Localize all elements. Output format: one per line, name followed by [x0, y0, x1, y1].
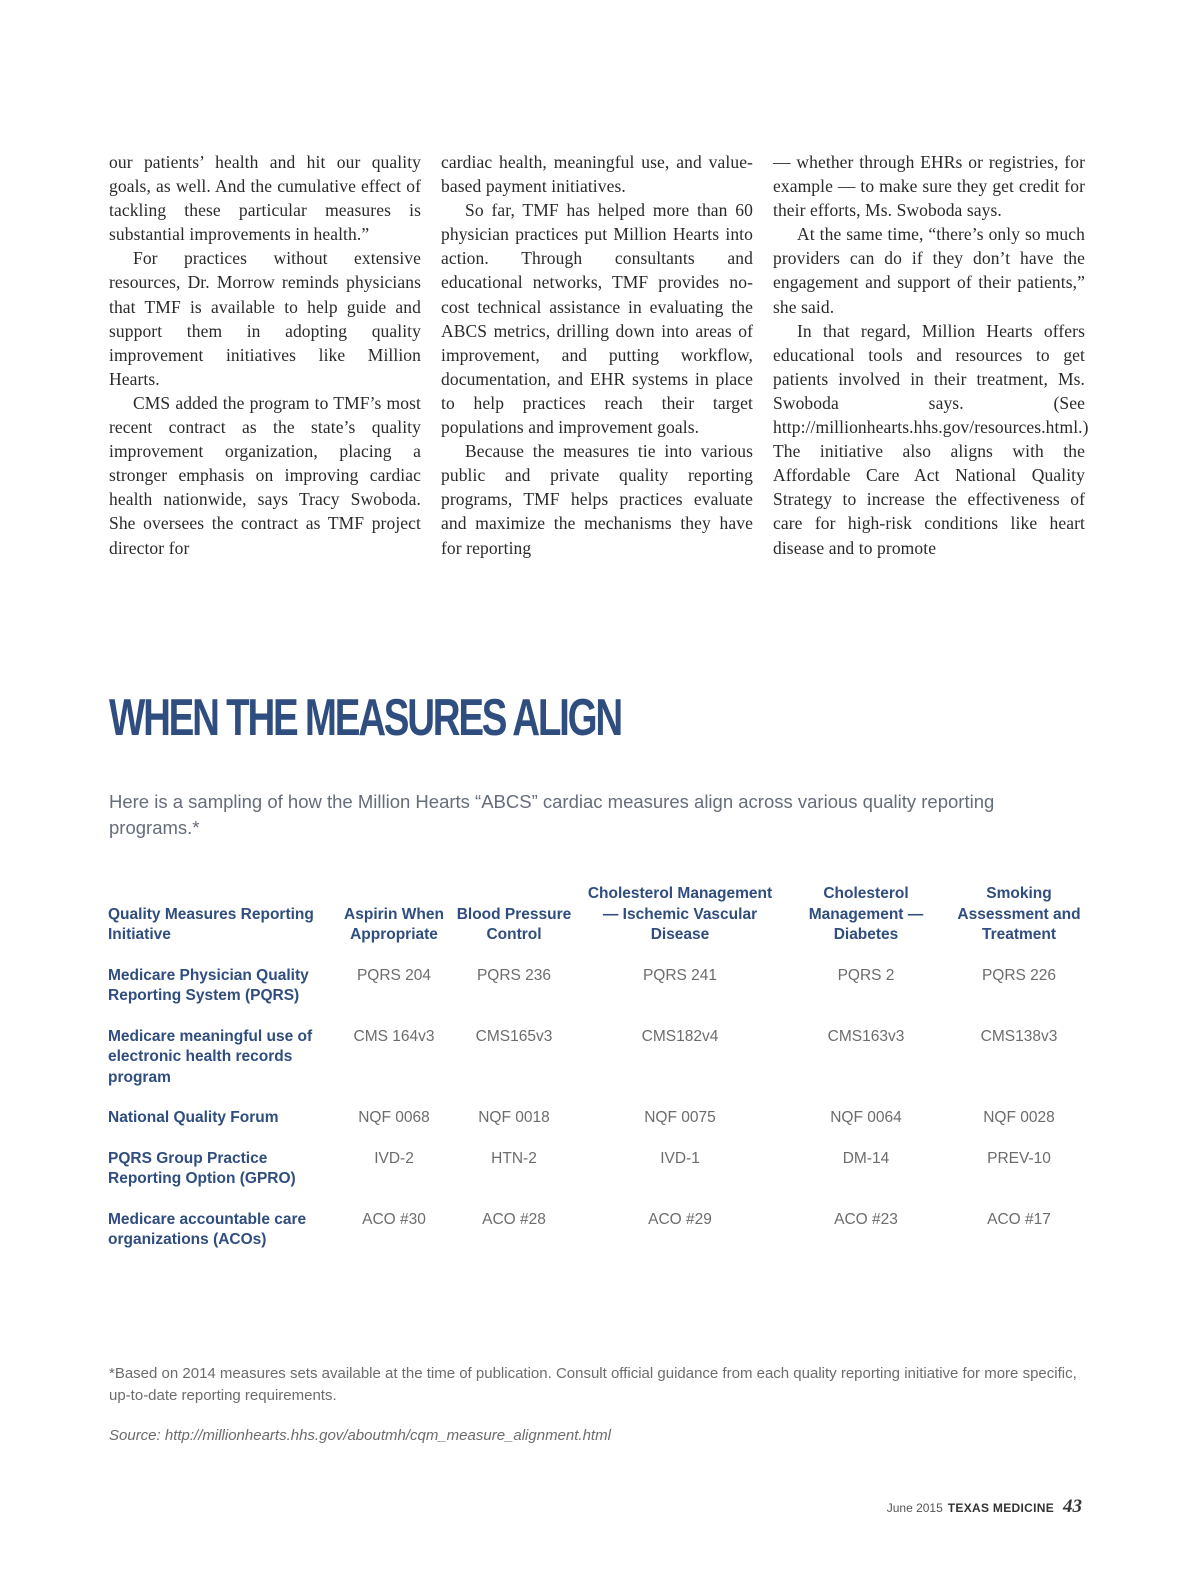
paragraph: In that regard, Million Hearts offers educational tools and resources to get patients involved in their treatment, Ms. Swoboda says. (See http://millionhearts.hhs.gov/resources.html.) The initiative also aligns with the Affordable Care Act National Quality Strategy to increase the effectiveness of care for high-risk conditions like heart disease and to promote	[773, 320, 1089, 558]
table-cell: ACO #17	[987, 1210, 1051, 1228]
table-row	[106, 1147, 1090, 1208]
table-cell: PQRS 226	[981, 966, 1057, 984]
paragraph: For practices without extensive resources, Dr. Morrow reminds physicians that TMF is available to help guide and support them in adopting quality improvement initiatives like Million Hearts.	[109, 248, 421, 389]
column-header: Quality Measures Reporting Initiative	[108, 905, 314, 943]
table-cell: HTN-2	[491, 1149, 537, 1167]
column-header: Cholesterol Management — Diabetes	[808, 885, 924, 943]
table-cell: DM-14	[842, 1149, 890, 1167]
row-label: Medicare meaningful use of electronic health records program	[108, 1027, 313, 1086]
table-row	[106, 964, 1090, 1025]
column-header: Cholesterol Management — Ischemic Vascular Disease	[587, 885, 773, 943]
table-cell: NQF 0068	[358, 1109, 430, 1126]
row-label: National Quality Forum	[108, 1109, 279, 1126]
table-cell: IVD-2	[374, 1149, 414, 1167]
table-cell: PQRS 2	[837, 966, 895, 984]
article-body	[109, 150, 1089, 560]
article-column-2	[441, 150, 753, 560]
article-column-3	[773, 150, 1089, 560]
magazine-name: TEXAS MEDICINE	[947, 1501, 1054, 1515]
sidebar-title: WHEN THE MEASURES ALIGN	[109, 689, 621, 747]
table-cell: IVD-1	[660, 1149, 700, 1167]
paragraph: cardiac health, meaningful use, and value-based payment initiatives.	[441, 152, 753, 197]
row-label: Medicare accountable care organizations (ACOs)	[108, 1210, 307, 1248]
paragraph: — whether through EHRs or registries, for example — to make sure they get credit for their efforts, Ms. Swoboda says.	[773, 152, 1085, 221]
table-cell: PQRS 241	[642, 966, 718, 984]
table-header-row	[106, 884, 1090, 964]
table-cell: PREV-10	[987, 1149, 1051, 1167]
paragraph: So far, TMF has helped more than 60 physician practices put Million Hearts into action. Through consultants and educational networks, TMF provides no-cost technical assistance in evaluating the ABCS metrics, drilling down into areas of improvement, and putting workflow, documentation, and EHR systems in place to help practices reach their target populations and improvement goals.	[441, 200, 753, 438]
table-cell: CMS182v4	[641, 1027, 719, 1045]
table-cell: NQF 0064	[830, 1109, 902, 1126]
table-cell: NQF 0018	[478, 1109, 550, 1126]
column-header: Blood Pressure Control	[456, 905, 572, 943]
table-cell: ACO #29	[648, 1210, 712, 1228]
page-footer	[887, 1496, 1082, 1518]
row-label: PQRS Group Practice Reporting Option (GPRO)	[108, 1149, 296, 1187]
table-cell: ACO #23	[834, 1210, 898, 1228]
table-row	[106, 1025, 1090, 1107]
table-cell: CMS163v3	[827, 1027, 905, 1045]
table-cell: PQRS 204	[356, 966, 432, 984]
table-cell: CMS165v3	[475, 1027, 553, 1045]
source-citation: Source: http://millionhearts.hhs.gov/aboutmh/cqm_measure_alignment.html	[109, 1427, 611, 1444]
paragraph: CMS added the program to TMF’s most recent contract as the state’s quality improvement organization, placing a stronger emphasis on improving cardiac health nationwide, says Tracy Swoboda. She oversees the contract as TMF project director for	[109, 392, 421, 558]
column-header: Smoking Assessment and Treatment	[957, 885, 1081, 943]
row-label: Medicare Physician Quality Reporting System (PQRS)	[108, 966, 309, 1004]
column-header: Aspirin When Appropriate	[344, 905, 444, 943]
paragraph: Because the measures tie into various public and private quality reporting programs, TMF helps practices evaluate and maximize the mechanisms they have for reporting	[441, 441, 753, 558]
page-number: 43	[1063, 1496, 1082, 1517]
table-cell: PQRS 236	[476, 966, 552, 984]
article-column-1	[109, 150, 421, 560]
issue-date: June 2015	[886, 1501, 943, 1515]
table-cell: CMS 164v3	[353, 1027, 435, 1045]
paragraph: our patients’ health and hit our quality goals, as well. And the cumulative effect of tackling these particular measures is substantial improvements in health.”	[109, 152, 421, 245]
table-cell: ACO #28	[482, 1210, 546, 1228]
table-row	[106, 1106, 1090, 1147]
table-cell: NQF 0028	[983, 1109, 1055, 1126]
table-cell: CMS138v3	[980, 1027, 1058, 1045]
table-footnote: *Based on 2014 measures sets available at the time of publication. Consult official guidance from each quality reporting initiative for more specific, up-to-date reporting requirements.	[109, 1365, 1077, 1404]
table-cell: ACO #30	[362, 1210, 426, 1228]
sidebar-intro: Here is a sampling of how the Million Hearts “ABCS” cardiac measures align across various quality reporting programs.*	[109, 791, 995, 838]
table-cell: NQF 0075	[644, 1109, 716, 1126]
paragraph: At the same time, “there’s only so much providers can do if they don’t have the engagement and support of their patients,” she said.	[773, 224, 1085, 317]
table-row	[106, 1208, 1090, 1269]
measures-table	[106, 884, 1090, 1269]
